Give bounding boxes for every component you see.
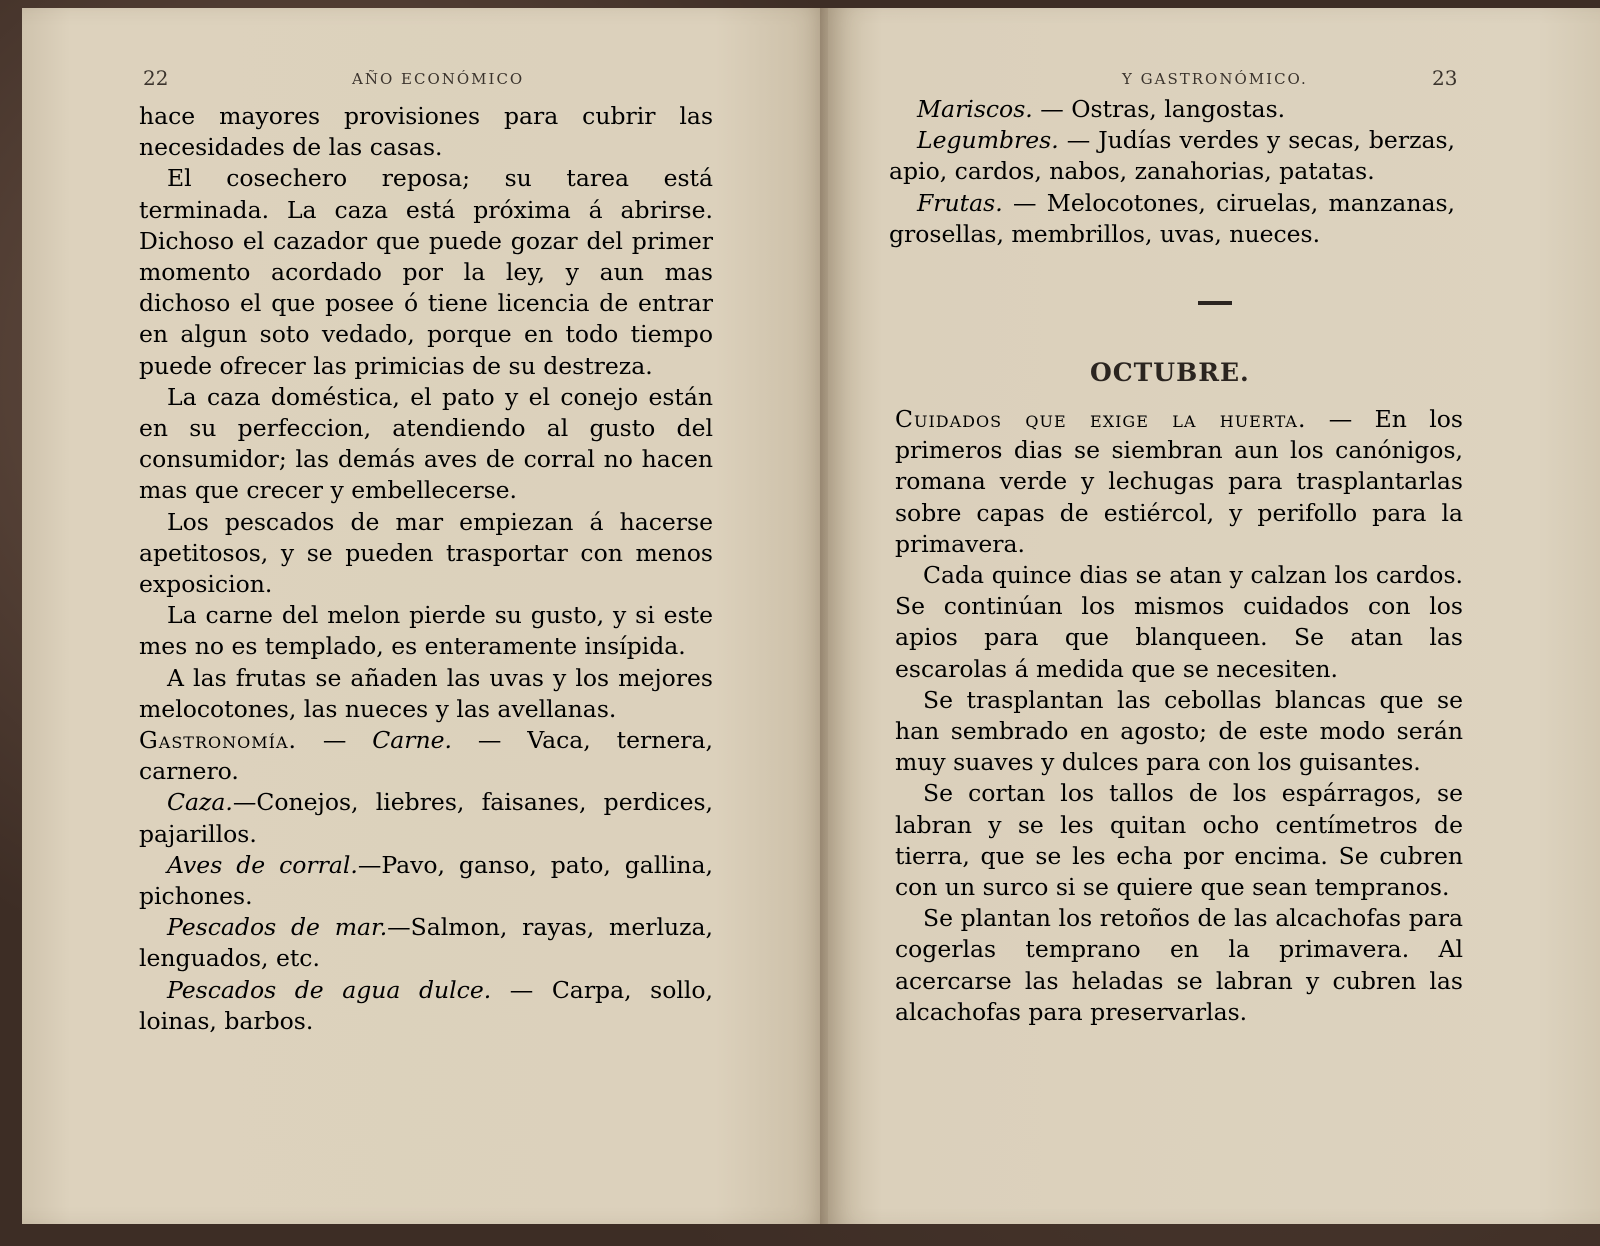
mar-text: Salmon, rayas, merluza, lenguados, etc. <box>139 913 713 973</box>
dulce-label: Pescados de agua dulce. <box>167 975 492 1004</box>
legumbres-line: Legumbres. — Judías verdes y secas, berzas, apio, cardos, nabos, zanahorias, patatas. <box>889 126 1455 186</box>
frutas-text: Melocotones, ciruelas, manzanas, grosellas, membrillos, uvas, nueces. <box>889 188 1455 248</box>
mariscos-text: Ostras, langostas. <box>1071 95 1286 123</box>
carne-text: Vaca, ternera, carnero. <box>139 726 713 786</box>
legumbres-label: Legumbres. <box>917 126 1059 155</box>
paragraph: La carne del melon pierde su gusto, y si este mes no es templado, es enteramente insípida. <box>139 601 713 661</box>
paragraph: Se plantan los retoños de las alcachofas para cogerlas temprano en la primavera. Al acercarse las heladas se labran y cubren las alcachofas para preservarlas. <box>895 904 1463 1026</box>
gastronomia-carne: Gastronomía. — Carne. — Vaca, ternera, carnero. <box>139 726 713 786</box>
frutas-label: Frutas. <box>917 188 1003 217</box>
mar-label: Pescados de mar. <box>167 913 388 942</box>
right-page-text <box>895 404 1463 1028</box>
mariscos-line: Mariscos. — Ostras, langostas. <box>917 95 1286 123</box>
gastronomia-heading: Gastronomía. <box>139 726 297 755</box>
gastronomia-mar: Pescados de mar.—Salmon, rayas, merluza, lenguados, etc. <box>139 913 713 973</box>
left-running-head: AÑO ECONÓMICO <box>352 70 525 88</box>
aves-label: Aves de corral. <box>167 850 358 879</box>
paragraph: hace mayores provisiones para cubrir las necesidades de las casas. <box>139 102 713 162</box>
paragraph: Se cortan los tallos de los espárragos, se labran y se les quitan ocho centímetros de tierra, que se les echa por encima. Se cubren con un surco si se quiere que sean tempranos. <box>895 779 1463 902</box>
paragraph: En los primeros dias se siembran aun los canónigos, romana verde y lechugas para trasplantarlas sobre capas de estiércol, y perifollo para la primavera. <box>895 405 1463 558</box>
right-page-number: 23 <box>1432 66 1458 90</box>
dulce-text: Carpa, sollo, loinas, barbos. <box>139 975 713 1035</box>
caza-text: Conejos, liebres, faisanes, perdices, pajarillos. <box>139 788 713 848</box>
paragraph: Cada quince dias se atan y calzan los cardos. Se continúan los mismos cuidados con los apios para que blanqueen. Se atan las escarolas á medida que se necesiten. <box>895 561 1463 683</box>
huerta-heading: Cuidados que exige la huerta. <box>895 405 1307 433</box>
right-running-head: Y GASTRONÓMICO. <box>1122 70 1308 88</box>
gastronomia-caza: Caza.—Conejos, liebres, faisanes, perdices, pajarillos. <box>139 788 713 848</box>
paragraph: Los pescados de mar empiezan á hacerse apetitosos, y se pueden trasportar con menos exposicion. <box>139 507 713 599</box>
aves-text: Pavo, ganso, pato, gallina, pichones. <box>139 850 713 911</box>
caza-label: Caza. <box>167 788 233 817</box>
gastronomia-dulce: Pescados de agua dulce. — Carpa, sollo, loinas, barbos. <box>139 975 713 1035</box>
left-page-number: 22 <box>143 66 169 90</box>
gastronomia-aves: Aves de corral.—Pavo, ganso, pato, gallina, pichones. <box>139 850 713 911</box>
month-title: OCTUBRE. <box>1090 358 1250 387</box>
paragraph: El cosechero reposa; su tarea está terminada. La caza está próxima á abrirse. Dichoso el cazador que puede gozar del primer momento acordado por la ley, y aun mas dichoso el que posee ó tiene licencia de entrar en algun soto vedado, porque en todo tiempo puede ofrecer las primicias de su destreza. <box>139 164 713 380</box>
section-divider <box>1198 301 1232 305</box>
carne-label: Carne. <box>372 726 453 755</box>
legumbres-text: Judías verdes y secas, berzas, apio, cardos, nabos, zanahorias, patatas. <box>889 126 1455 186</box>
huerta-paragraph: Cuidados que exige la huerta. — En los primeros dias se siembran aun los canónigos, romana verde y lechugas para trasplantarlas sobre capas de estiércol, y perifollo para la primavera. <box>895 405 1463 558</box>
paragraph: La caza doméstica, el pato y el conejo están en su perfeccion, atendiendo al gusto del consumidor; las demás aves de corral no hacen mas que crecer y embellecerse. <box>139 382 713 505</box>
left-page-text <box>139 101 713 1037</box>
mariscos-label: Mariscos. <box>917 95 1033 123</box>
paragraph: A las frutas se añaden las uvas y los mejores melocotones, las nueces y las avellanas. <box>139 663 713 723</box>
frutas-line: Frutas. — Melocotones, ciruelas, manzanas, grosellas, membrillos, uvas, nueces. <box>889 188 1455 248</box>
right-page-top-text <box>889 94 1455 250</box>
paragraph: Se trasplantan las cebollas blancas que se han sembrado en agosto; de este modo serán muy suaves y dulces para con los guisantes. <box>895 685 1463 777</box>
